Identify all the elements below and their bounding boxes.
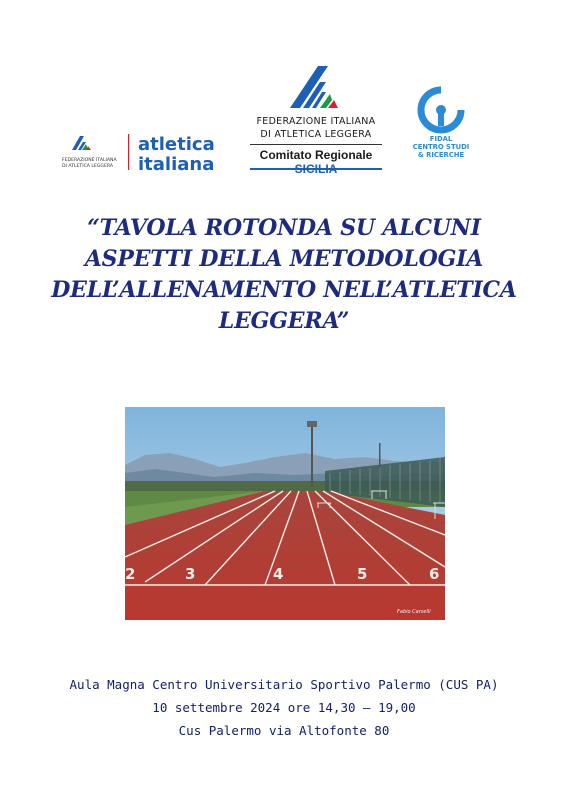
title-line1: “TAVOLA ROTONDA SU ALCUNI: [87, 215, 481, 241]
csr-line3: & RICERCHE: [417, 151, 465, 159]
lane-number: 6: [429, 565, 440, 583]
title-line3: DELL’ALLENAMENTO NELL’ATLETICA: [51, 277, 517, 303]
event-title: [30, 213, 538, 337]
fidal-sicilia-logo: [246, 64, 386, 176]
lane-number: 3: [185, 565, 196, 583]
fidal-line1: FEDERAZIONE ITALIANA: [256, 116, 376, 127]
event-datetime: 10 settembre 2024 ore 14,30 – 19,00: [152, 700, 416, 715]
title-line4: LEGGERA”: [218, 308, 350, 334]
fidal-triangle-icon: [246, 64, 386, 112]
atletica-federation-line1: FEDERAZIONE ITALIANA: [62, 158, 117, 163]
title-line2: ASPETTI DELLA METODOLOGIA: [84, 246, 484, 272]
atletica-brand-line1: atletica: [138, 134, 215, 155]
csr-line1: FIDAL: [429, 135, 453, 143]
photo-credit: Fabio Carselli: [397, 609, 431, 615]
fidal-committee-label: Comitato Regionale: [259, 148, 373, 162]
atletica-federation-line2: DI ATLETICA LEGGERA: [62, 164, 114, 169]
event-address: Cus Palermo via Altofonte 80: [178, 723, 390, 738]
atletica-italiana-logo: [58, 128, 223, 176]
cs-ring-icon: [408, 86, 474, 134]
lane-number: 2: [125, 565, 136, 583]
fidal-line2: DI ATLETICA LEGGERA: [260, 129, 372, 140]
centro-studi-logo: [408, 86, 474, 172]
fidal-committee: [250, 148, 382, 176]
csr-line2: CENTRO STUDI: [412, 143, 470, 151]
lane-number: 4: [273, 565, 284, 583]
atletica-brand-line2: italiana: [138, 154, 215, 175]
event-info: [20, 673, 548, 742]
event-venue: Aula Magna Centro Universitario Sportivo Palermo (CUS PA): [69, 677, 499, 692]
lane-number: 5: [357, 565, 368, 583]
athletics-track-photo: [125, 407, 445, 620]
fidal-triangle-icon: [72, 136, 91, 150]
